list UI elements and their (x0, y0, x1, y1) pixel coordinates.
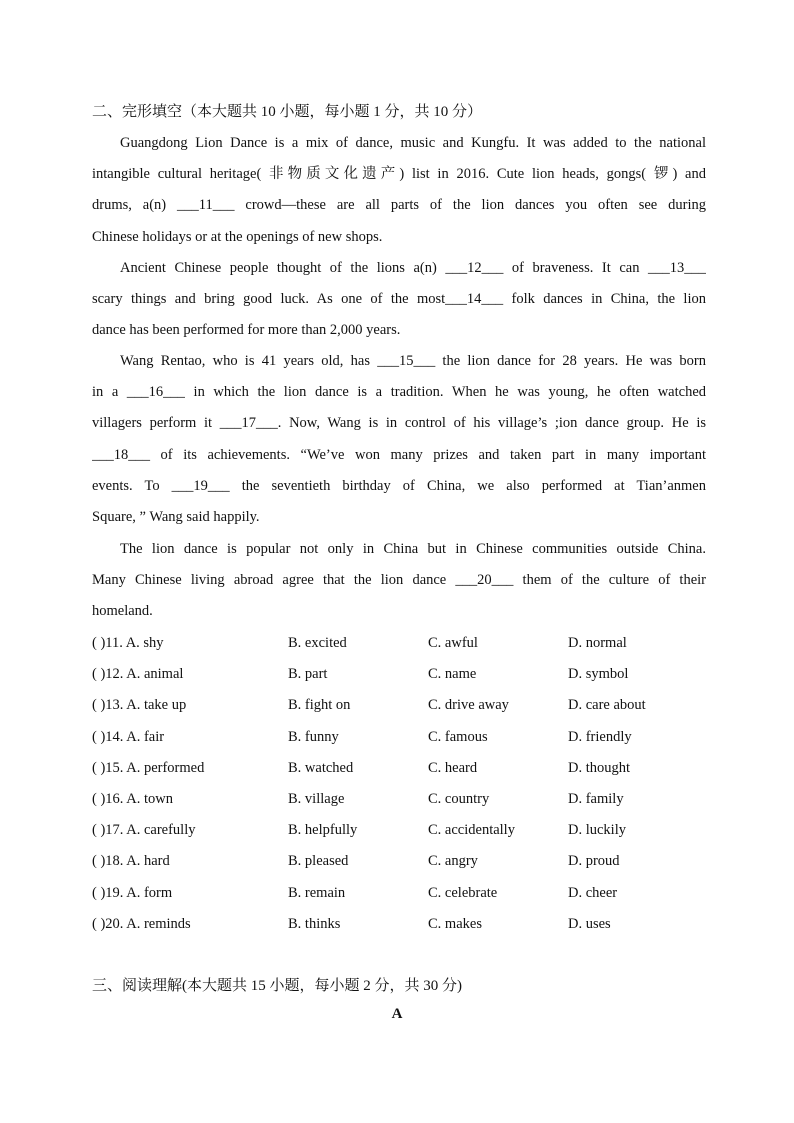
option-d: D. normal (568, 635, 627, 651)
option-c: C. angry (428, 853, 478, 870)
passage-line: events. To ___19___ the seventieth birthday of China, we also performed at Tian’anmen (92, 477, 706, 494)
passage-line: villagers perform it ___17___. Now, Wang is in control of his village’s ;ion dance group. He is (92, 415, 706, 432)
option-c: C. country (428, 790, 490, 807)
passage-line: homeland. (92, 603, 153, 620)
option-c: C. awful (428, 635, 478, 651)
question-option-a: ( )13. A. take up (92, 697, 187, 714)
option-b: B. pleased (288, 853, 349, 870)
option-c: C. celebrate (428, 884, 498, 901)
question-option-a: ( )19. A. form (92, 884, 173, 901)
option-c: C. famous (428, 728, 488, 745)
passage-line: Square, ” Wang said happily. (92, 508, 260, 525)
passage-paragraph-4 (92, 534, 706, 628)
passage-line: Wang Rentao, who is 41 years old, has ___15___ the lion dance for 28 years. He was born (120, 353, 706, 369)
option-c: C. drive away (428, 697, 509, 714)
option-b: B. remain (288, 884, 346, 901)
option-d: D. friendly (568, 728, 632, 745)
option-c: C. heard (428, 759, 478, 776)
option-d: D. care about (568, 697, 646, 714)
option-d: D. luckily (568, 822, 626, 839)
option-b: B. part (288, 666, 328, 683)
option-row-18 (92, 846, 712, 877)
option-row-13 (92, 690, 712, 721)
option-c: C. name (428, 666, 477, 683)
passage-line: drums, a(n) ___11___ crowd—these are all parts of the lion dances you often see during (92, 197, 706, 214)
option-d: D. family (568, 790, 624, 807)
option-c: C. accidentally (428, 822, 515, 839)
option-b: B. helpfully (288, 822, 358, 839)
passage-line: scary things and bring good luck. As one of the most___14___ folk dances in China, the lion (92, 291, 706, 308)
passage-paragraph-1 (92, 128, 706, 253)
question-option-a: ( )16. A. town (92, 790, 173, 807)
option-row-20 (92, 909, 712, 940)
option-row-15 (92, 753, 712, 784)
passage-line: Guangdong Lion Dance is a mix of dance, music and Kungfu. It was added to the national (120, 135, 706, 151)
option-d: D. symbol (568, 666, 629, 683)
option-c: C. makes (428, 915, 482, 932)
question-option-a: ( )18. A. hard (92, 853, 170, 870)
option-b: B. excited (288, 635, 347, 651)
options-list (92, 628, 712, 940)
passage-line: The lion dance is popular not only in China but in Chinese communities outside China. (120, 541, 706, 557)
passage-paragraph-2 (92, 253, 706, 347)
option-b: B. thinks (288, 915, 341, 932)
option-row-14 (92, 722, 712, 753)
option-b: B. funny (288, 728, 339, 745)
passage-line: intangible cultural heritage( 非物质文化遗产) list in 2016. Cute lion heads, gongs( 锣) and (92, 166, 706, 183)
option-b: B. watched (288, 759, 354, 776)
passage-line: dance has been performed for more than 2,000 years. (92, 322, 401, 339)
option-d: D. uses (568, 915, 611, 932)
option-row-12 (92, 659, 712, 690)
option-d: D. proud (568, 853, 620, 870)
question-option-a: ( )17. A. carefully (92, 822, 196, 839)
option-row-11 (92, 628, 712, 659)
passage-line: ___18___ of its achievements. “We’ve won many prizes and taken part in many important (92, 446, 706, 463)
question-option-a: ( )12. A. animal (92, 666, 184, 683)
question-option-a: ( )11. A. shy (92, 635, 164, 651)
question-option-a: ( )14. A. fair (92, 728, 165, 745)
passage-line: Ancient Chinese people thought of the lions a(n) ___12___ of braveness. It can ___13___ (120, 260, 706, 276)
passage-line: Chinese holidays or at the openings of new shops. (92, 228, 383, 245)
option-d: D. cheer (568, 884, 618, 901)
question-option-a: ( )15. A. performed (92, 759, 205, 776)
section2-title: 二、完形填空（本大题共 10 小题，每小题 1 分，共 10 分） (92, 104, 483, 120)
option-row-16 (92, 784, 712, 815)
passage-line: in a ___16___ in which the lion dance is a tradition. When he was young, he often watched (92, 384, 706, 401)
option-b: B. village (288, 790, 345, 807)
option-row-17 (92, 815, 712, 846)
option-d: D. thought (568, 759, 631, 776)
question-option-a: ( )20. A. reminds (92, 915, 191, 932)
passage-line: Many Chinese living abroad agree that the lion dance ___20___ them of the culture of their (92, 572, 706, 589)
option-b: B. fight on (288, 697, 351, 714)
option-row-19 (92, 878, 712, 909)
section3-title: 三、阅读理解(本大题共 15 小题，每小题 2 分，共 30 分) (92, 978, 462, 994)
passage-paragraph-3 (92, 346, 706, 533)
part-label: A (391, 1006, 403, 1022)
